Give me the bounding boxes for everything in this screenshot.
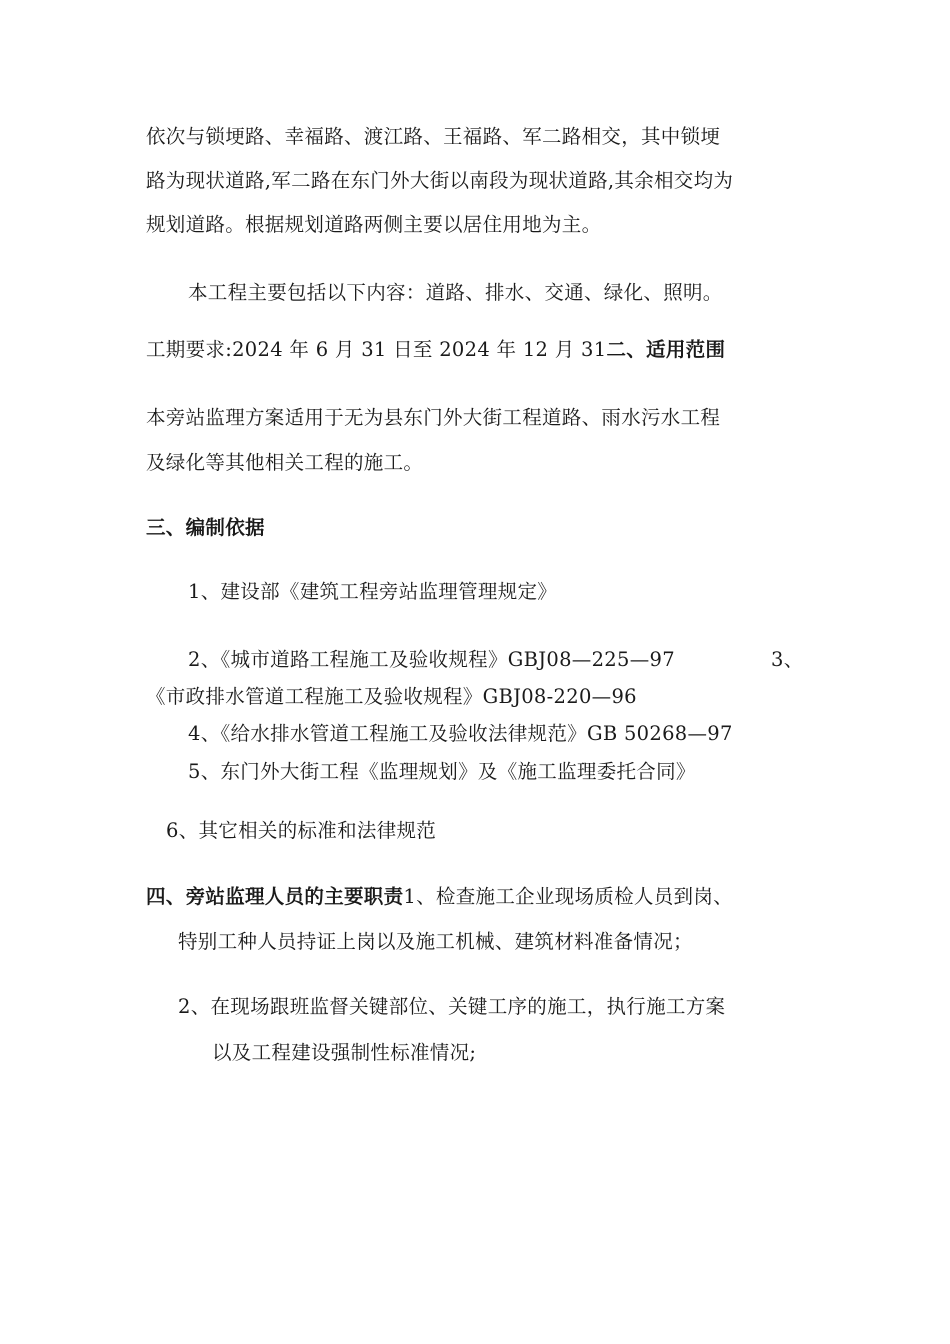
duty-item-2-continued: 以及工程建设强制性标准情况;: [212, 1041, 477, 1064]
basis-item-4: 4、《给水排水管道工程施工及验收法律规范》GB 50268—97: [188, 722, 733, 745]
intro-line-3: 规划道路。根据规划道路两侧主要以居住用地为主。: [146, 213, 602, 236]
section-4-line-1: [146, 884, 733, 910]
basis-item-5: 5、东门外大街工程《监理规划》及《施工监理委托合同》: [188, 760, 696, 783]
duty-item-2-start: 2、在现场跟班监督关键部位、关键工序的施工，执行施工方案: [178, 995, 726, 1018]
intro-line-1: 依次与锁埂路、幸福路、渡江路、王福路、军二路相交，其中锁埂: [146, 125, 721, 148]
section-2-line-1: 本旁站监理方案适用于无为县东门外大街工程道路、雨水污水工程: [146, 406, 721, 429]
duty-item-1-start: 1、检查施工企业现场质检人员到岗、: [403, 885, 733, 908]
section-2-line-2: 及绿化等其他相关工程的施工。: [146, 451, 424, 474]
intro-line-2: 路为现状道路,军二路在东门外大街以南段为现状道路,其余相交均为: [146, 169, 734, 192]
scope-contents: 本工程主要包括以下内容：道路、排水、交通、绿化、照明。: [188, 281, 723, 304]
basis-item-3: 《市政排水管道工程施工及验收规程》GBJ08-220—96: [146, 685, 637, 708]
duty-item-1-continued: 特别工种人员持证上岗以及施工机械、建筑材料准备情况；: [178, 930, 693, 953]
basis-item-3-number: 3、: [771, 648, 804, 671]
basis-item-6: 6、其它相关的标准和法律规范: [166, 819, 437, 842]
period-text: 工期要求:2024 年 6 月 31 日至 2024 年 12 月 31: [146, 338, 607, 361]
section-3-heading: 三、编制依据: [146, 516, 265, 539]
section-2-heading: 二、适用范围: [606, 338, 726, 361]
section-4-heading: 四、旁站监理人员的主要职责: [146, 885, 404, 908]
basis-item-1: 1、建设部《建筑工程旁站监理管理规定》: [188, 580, 558, 603]
basis-item-2: 2、《城市道路工程施工及验收规程》GBJ08—225—97: [188, 648, 675, 671]
period-line: [146, 337, 725, 363]
